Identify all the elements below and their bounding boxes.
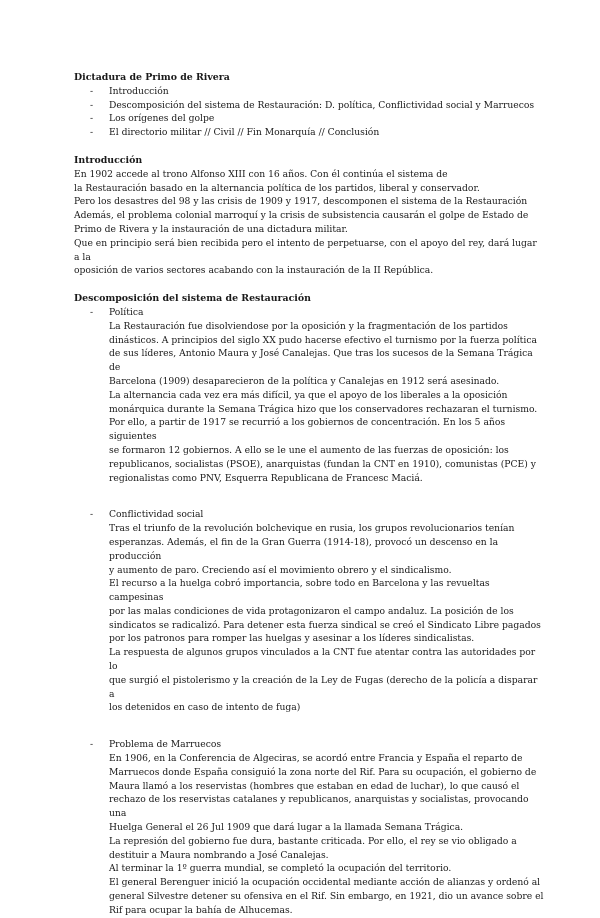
text-line: de sus líderes, Antonio Maura y José Canalejas. Que tras los sucesos de la Semana Trágica de bbox=[109, 348, 533, 374]
text-line: los detenidos en caso de intento de fuga) bbox=[109, 702, 301, 714]
subsection-politica bbox=[74, 306, 544, 485]
text-line: El recurso a la huelga cobró importancia, sobre todo en Barcelona y las revueltas campesinas bbox=[109, 578, 490, 604]
text-line: y aumento de paro. Creciendo así el movimiento obrero y el sindicalismo. bbox=[109, 564, 452, 576]
document-body bbox=[74, 71, 544, 918]
toc-item: - El directorio militar // Civil // Fin Monarquía // Conclusión bbox=[74, 126, 544, 140]
subsection-title: Política bbox=[109, 306, 144, 318]
toc-item: - Los orígenes del golpe bbox=[74, 112, 544, 126]
text-line: La alternancia cada vez era más difícil, ya que el apoyo de los liberales a la oposición bbox=[109, 389, 508, 401]
toc-item: - Introducción bbox=[74, 85, 544, 99]
text-line: monárquica durante la Semana Trágica hizo que los conservadores rechazaran el turnismo. bbox=[109, 403, 538, 415]
text-line: dinásticos. A principios del siglo XX pudo hacerse efectivo el turnismo por la fuerza política bbox=[109, 334, 537, 346]
text-line: esperanzas. Además, el fin de la Gran Guerra (1914-18), provocó un descenso en la producción bbox=[109, 536, 499, 562]
text-line: que surgió el pistolerismo y la creación de la Ley de Fugas (derecho de la policía a disparar a bbox=[109, 674, 538, 700]
text-line: Barcelona (1909) desaparecieron de la política y Canalejas en 1912 será asesinado. bbox=[109, 375, 500, 387]
subsection-conflictividad bbox=[74, 508, 544, 715]
subsection-text bbox=[109, 752, 544, 918]
text-line: Además, el problema colonial marroquí y la crisis de subsistencia causarán el golpe de Estado de bbox=[74, 210, 529, 222]
text-line: Rif para ocupar la bahía de Alhucemas. bbox=[109, 904, 293, 916]
text-line: por las malas condiciones de vida protagonizaron el campo andaluz. La posición de los bbox=[109, 605, 514, 617]
subsection-title: Problema de Marruecos bbox=[109, 739, 222, 751]
text-line: por los patronos para romper las huelgas y asesinar a los líderes sindicalistas. bbox=[109, 633, 475, 645]
text-line: republicanos, socialistas (PSOE), anarquistas (fundan la CNT en 1910), comunistas (PCE) y bbox=[109, 458, 536, 470]
text-line: Al terminar la 1º guerra mundial, se completó la ocupación del territorio. bbox=[109, 863, 452, 875]
list-dash: - bbox=[90, 306, 94, 318]
subsection-text bbox=[109, 320, 544, 486]
text-line: Que en principio será bien recibida pero el intento de perpetuarse, con el apoyo del rey, dará lugar a la bbox=[74, 237, 537, 263]
text-line: Huelga General el 26 Jul 1909 que dará lugar a la llamada Semana Trágica. bbox=[109, 822, 464, 834]
list-dash: - bbox=[90, 739, 94, 751]
text-line: rechazo de los reservistas catalanes y republicanos, anarquistas y socialistas, provocando una bbox=[109, 794, 529, 820]
text-line: Tras el triunfo de la revolución bolchevique en rusia, los grupos revolucionarios tenían bbox=[109, 523, 515, 535]
text-line: se formaron 12 gobiernos. A ello se le une el aumento de las fuerzas de oposición: los bbox=[109, 444, 509, 456]
text-line: Primo de Rivera y la instauración de una dictadura militar. bbox=[74, 223, 348, 235]
list-dash: - bbox=[90, 509, 94, 521]
text-line: Maura llamó a los reservistas (hombres que estaban en edad de luchar), lo que causó el bbox=[109, 780, 520, 792]
text-line: la Restauración basado en la alternancia política de los partidos, liberal y conservador. bbox=[74, 182, 480, 194]
descomposicion-heading: Descomposición del sistema de Restauración bbox=[74, 293, 311, 305]
intro-text bbox=[74, 168, 544, 278]
intro-heading: Introducción bbox=[74, 154, 143, 166]
document-title: Dictadura de Primo de Rivera bbox=[74, 72, 230, 83]
text-line: general Silvestre detener su ofensiva en el Rif. Sin embargo, en 1921, dio un avance sobre el bbox=[109, 891, 544, 903]
text-line: La respuesta de algunos grupos vinculados a la CNT fue atentar contra las autoridades por lo bbox=[109, 647, 536, 673]
text-line: regionalistas como PNV, Esquerra Republicana de Francesc Maciá. bbox=[109, 472, 423, 484]
text-line: oposición de varios sectores acabando con la instauración de la II República. bbox=[74, 265, 434, 277]
text-line: En 1902 accede al trono Alfonso XIII con 16 años. Con él continúa el sistema de bbox=[74, 168, 448, 180]
subsection-marruecos bbox=[74, 738, 544, 917]
text-line: sindicatos se radicalizó. Para detener esta fuerza sindical se creó el Sindicato Libre pagados bbox=[109, 619, 541, 631]
text-line: destituir a Maura nombrando a José Canalejas. bbox=[109, 849, 329, 861]
table-of-contents bbox=[74, 85, 544, 140]
toc-item: - Descomposición del sistema de Restauración: D. política, Conflictividad social y Marruecos bbox=[74, 99, 544, 113]
text-line: Por ello, a partir de 1917 se recurrió a los gobiernos de concentración. En los 5 años siguientes bbox=[109, 417, 506, 443]
text-line: Pero los desastres del 98 y las crisis de 1909 y 1917, descomponen el sistema de la Restauración bbox=[74, 196, 528, 208]
text-line: En 1906, en la Conferencia de Algeciras, se acordó entre Francia y España el reparto de bbox=[109, 753, 523, 765]
subsection-title: Conflictividad social bbox=[109, 509, 204, 521]
text-line: La represión del gobierno fue dura, bastante criticada. Por ello, el rey se vio obligado a bbox=[109, 835, 517, 847]
subsection-text bbox=[109, 522, 544, 715]
text-line: La Restauración fue disolviendose por la oposición y la fragmentación de los partidos bbox=[109, 320, 508, 332]
text-line: Marruecos donde España consiguió la zona norte del Rif. Para su ocupación, el gobierno de bbox=[109, 766, 537, 778]
text-line: El general Berenguer inició la ocupación occidental mediante acción de alianzas y ordenó al bbox=[109, 877, 541, 889]
